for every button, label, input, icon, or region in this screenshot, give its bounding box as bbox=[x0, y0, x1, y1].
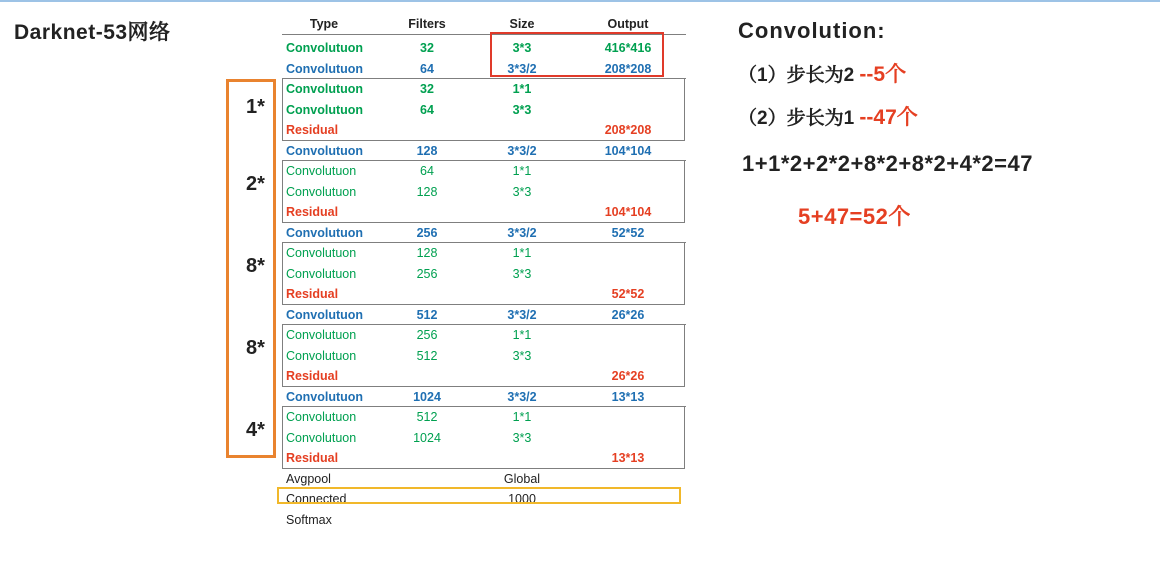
cell-filters: 1024 bbox=[413, 389, 441, 404]
multiplier-3: 8* bbox=[246, 255, 265, 277]
cell-filters: 32 bbox=[420, 41, 434, 55]
cell-filters: 128 bbox=[416, 184, 438, 199]
total-count: 5+47=52个 bbox=[798, 204, 911, 229]
table-row bbox=[282, 141, 686, 161]
row-divider bbox=[282, 406, 686, 407]
cell-filters: 256 bbox=[416, 328, 438, 342]
cell-type: Convolutuon bbox=[286, 246, 357, 260]
cell-output: 13*13 bbox=[611, 389, 645, 404]
cell-output: 26*26 bbox=[611, 369, 645, 383]
stride1-note bbox=[738, 101, 918, 131]
cell-size: 1000 bbox=[508, 492, 536, 506]
cell-type: Residual bbox=[286, 205, 339, 219]
cell-size: 3*3 bbox=[512, 348, 532, 363]
multiplier-5: 4* bbox=[246, 419, 265, 441]
cell-filters: 32 bbox=[420, 82, 434, 96]
cell-size: 3*3/2 bbox=[507, 61, 537, 76]
cell-type: Residual bbox=[286, 451, 339, 465]
cell-type: Residual bbox=[286, 287, 339, 301]
multiplier-1: 1* bbox=[246, 96, 265, 118]
cell-output: 208*208 bbox=[604, 123, 652, 137]
stride2-count: --5个 bbox=[859, 63, 907, 86]
cell-type: Convolutuon bbox=[286, 102, 364, 117]
cell-size: 3*3/2 bbox=[507, 307, 537, 322]
table-header bbox=[282, 14, 686, 34]
cell-filters: 512 bbox=[416, 307, 438, 322]
cell-type: Convolutuon bbox=[286, 410, 357, 424]
cell-output: 208*208 bbox=[604, 61, 652, 76]
residual-block-box bbox=[282, 324, 685, 387]
stride2-note bbox=[738, 58, 906, 88]
cell-type: Convolutuon bbox=[286, 184, 357, 199]
cell-size: 3*3 bbox=[512, 184, 532, 199]
cell-filters: 512 bbox=[416, 348, 438, 363]
cell-output: 52*52 bbox=[611, 225, 645, 240]
cell-size: 1*1 bbox=[512, 164, 532, 178]
count-formula: 1+1*2+2*2+8*2+8*2+4*2=47 bbox=[742, 151, 1033, 176]
cell-type: Residual bbox=[286, 369, 339, 383]
header-type: Type bbox=[309, 17, 339, 31]
cell-filters: 256 bbox=[416, 266, 438, 281]
stride1-count: --47个 bbox=[859, 106, 918, 129]
cell-size: 1*1 bbox=[512, 328, 532, 342]
cell-size: 3*3 bbox=[512, 41, 532, 55]
cell-type: Convolutuon bbox=[286, 143, 364, 158]
cell-size: 1*1 bbox=[512, 246, 532, 260]
top-divider bbox=[0, 0, 1160, 2]
cell-type: Convolutuon bbox=[286, 430, 357, 445]
table-row bbox=[282, 469, 686, 489]
cell-output: 13*13 bbox=[611, 451, 645, 465]
stride2-label: （1）步长为2 bbox=[738, 65, 855, 86]
cell-output: 26*26 bbox=[611, 307, 645, 322]
cell-output: 104*104 bbox=[604, 205, 652, 219]
cell-filters: 128 bbox=[416, 143, 438, 158]
multiplier-4: 8* bbox=[246, 337, 265, 359]
cell-size: 1*1 bbox=[512, 410, 532, 424]
multiplier-2: 2* bbox=[246, 173, 265, 195]
cell-type: Softmax bbox=[286, 512, 332, 527]
cell-size: 3*3/2 bbox=[507, 389, 537, 404]
table-row bbox=[282, 305, 686, 325]
stride-highlight-box bbox=[490, 32, 664, 77]
cell-output: 104*104 bbox=[604, 143, 652, 158]
residual-block-box bbox=[282, 78, 685, 141]
cell-type: Residual bbox=[286, 123, 339, 137]
cell-type: Avgpool bbox=[286, 471, 331, 486]
cell-type: Convolutuon bbox=[286, 82, 364, 96]
cell-type: Convolutuon bbox=[286, 41, 364, 55]
cell-filters: 64 bbox=[420, 61, 434, 76]
table-row bbox=[282, 223, 686, 243]
cell-type: Convolutuon bbox=[286, 164, 357, 178]
header-filters: Filters bbox=[408, 17, 446, 31]
cell-filters: 256 bbox=[416, 225, 438, 240]
page-title: Darknet-53网络 bbox=[14, 21, 171, 44]
cell-filters: 512 bbox=[416, 410, 438, 424]
header-size: Size bbox=[509, 17, 535, 31]
cell-size: 3*3/2 bbox=[507, 143, 537, 158]
cell-size: 1*1 bbox=[512, 82, 532, 96]
connected-highlight-box bbox=[277, 487, 681, 504]
cell-type: Convolutuon bbox=[286, 61, 364, 76]
row-divider bbox=[282, 324, 686, 325]
cell-output: 52*52 bbox=[611, 287, 645, 301]
cell-output: 416*416 bbox=[604, 41, 652, 55]
table-row bbox=[282, 510, 686, 530]
cell-type: Convolutuon bbox=[286, 389, 364, 404]
header-output: Output bbox=[607, 17, 649, 31]
cell-size: 3*3/2 bbox=[507, 225, 537, 240]
residual-block-box bbox=[282, 242, 685, 305]
table-row bbox=[282, 387, 686, 407]
cell-type: Convolutuon bbox=[286, 225, 364, 240]
residual-block-box bbox=[282, 160, 685, 223]
cell-type: Convolutuon bbox=[286, 348, 357, 363]
row-divider bbox=[282, 160, 686, 161]
cell-type: Convolutuon bbox=[286, 328, 357, 342]
cell-filters: 1024 bbox=[413, 430, 441, 445]
convolution-heading: Convolution: bbox=[738, 18, 886, 43]
cell-filters: 128 bbox=[416, 246, 438, 260]
cell-size: 3*3 bbox=[512, 266, 532, 281]
cell-size: 3*3 bbox=[512, 102, 532, 117]
residual-block-box bbox=[282, 406, 685, 469]
cell-type: Connected bbox=[286, 492, 347, 506]
stride1-label: （2）步长为1 bbox=[738, 108, 855, 129]
row-divider bbox=[282, 78, 686, 79]
row-divider bbox=[282, 242, 686, 243]
cell-filters: 64 bbox=[420, 102, 434, 117]
cell-size: 3*3 bbox=[512, 430, 532, 445]
cell-size: Global bbox=[503, 471, 541, 486]
cell-filters: 64 bbox=[420, 164, 434, 178]
cell-type: Convolutuon bbox=[286, 307, 364, 322]
cell-type: Convolutuon bbox=[286, 266, 357, 281]
